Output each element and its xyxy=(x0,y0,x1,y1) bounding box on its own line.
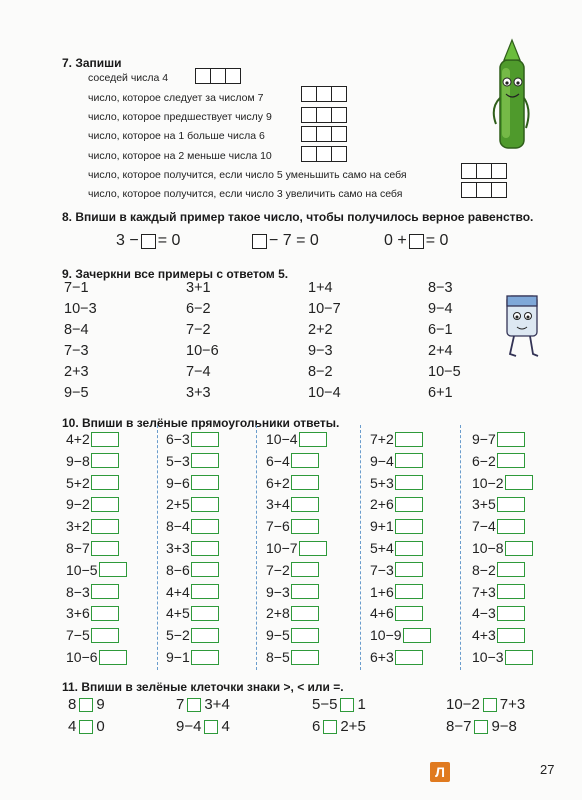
task10-expression: 5−3 xyxy=(166,452,190,469)
task10-answer-box[interactable] xyxy=(497,497,525,512)
task10-example xyxy=(472,649,533,665)
task10-expression: 9−1 xyxy=(166,649,190,665)
task10-answer-box[interactable] xyxy=(497,628,525,643)
task10-expression: 10−9 xyxy=(370,627,402,644)
task10-expression: 2+8 xyxy=(266,605,290,622)
task8-equation-2 xyxy=(250,232,319,250)
task11-left: 8 xyxy=(68,696,77,713)
task10-example xyxy=(266,627,319,643)
task10-expression: 8−2 xyxy=(472,561,496,578)
task10-answer-box[interactable] xyxy=(91,475,119,490)
task10-answer-box[interactable] xyxy=(191,475,219,490)
publisher-logo xyxy=(430,762,450,782)
task11-right: 2+5 xyxy=(340,718,366,735)
task10-expression: 7−2 xyxy=(266,561,290,578)
task10-expression: 4+5 xyxy=(166,605,190,622)
column-divider xyxy=(157,425,158,670)
task11-comparison xyxy=(68,718,105,735)
task10-answer-box[interactable] xyxy=(91,584,119,599)
task11-right: 9−8 xyxy=(491,718,517,735)
task11-right: 4 xyxy=(221,718,230,735)
task9-example[interactable]: 6+1 xyxy=(428,385,453,401)
task10-expression: 5+2 xyxy=(66,474,90,491)
task10-title: 10. Впиши в зелёные прямоугольники ответы. xyxy=(62,416,340,430)
task10-answer-box[interactable] xyxy=(91,432,119,447)
task10-answer-box[interactable] xyxy=(191,628,219,643)
task9-example[interactable]: 2+3 xyxy=(64,364,89,380)
task10-example xyxy=(266,518,319,534)
task10-expression: 3+5 xyxy=(472,496,496,513)
task10-expression: 2+6 xyxy=(370,496,394,513)
task10-expression: 10−7 xyxy=(266,540,298,556)
task10-expression: 9−5 xyxy=(266,627,290,644)
task10-answer-box[interactable] xyxy=(91,497,119,512)
task10-expression: 8−4 xyxy=(166,518,190,535)
task10-answer-box[interactable] xyxy=(191,562,219,577)
task10-expression: 7−6 xyxy=(266,518,290,535)
task10-expression: 7−5 xyxy=(66,627,90,644)
task10-answer-box[interactable] xyxy=(395,606,423,621)
task10-example xyxy=(66,453,119,469)
task10-answer-box[interactable] xyxy=(191,606,219,621)
task10-answer-box[interactable] xyxy=(291,584,319,599)
task9-example[interactable]: 3+3 xyxy=(186,385,211,401)
task10-example xyxy=(166,584,219,600)
task10-example xyxy=(370,431,423,447)
task10-example xyxy=(66,475,119,491)
column-divider xyxy=(256,425,257,670)
task10-example xyxy=(166,540,219,556)
task10-answer-box[interactable] xyxy=(395,453,423,468)
task10-example xyxy=(472,431,525,447)
task11-comparison xyxy=(176,718,230,735)
task9-example[interactable]: 2+2 xyxy=(308,322,333,338)
task7-title: 7. Запиши xyxy=(62,56,122,70)
task7-answer-cells-7[interactable] xyxy=(462,182,507,198)
task10-example xyxy=(266,584,319,600)
task10-expression: 6+3 xyxy=(370,649,394,665)
task11-comparison xyxy=(446,718,517,735)
task10-answer-box[interactable] xyxy=(497,606,525,621)
task10-answer-box[interactable] xyxy=(291,519,319,534)
task10-answer-box[interactable] xyxy=(191,650,219,665)
task10-answer-box[interactable] xyxy=(99,650,127,665)
task10-expression: 7+3 xyxy=(472,583,496,600)
task11-left: 4 xyxy=(68,718,77,735)
task9-example[interactable]: 10−5 xyxy=(428,364,461,380)
task10-example xyxy=(370,518,423,534)
task10-expression: 9−4 xyxy=(370,452,394,469)
task10-example xyxy=(66,584,119,600)
task10-example xyxy=(472,496,525,512)
task9-example[interactable]: 1+4 xyxy=(308,280,333,296)
task10-answer-box[interactable] xyxy=(291,650,319,665)
task8-equation-3 xyxy=(384,232,448,250)
task10-expression: 10−5 xyxy=(66,561,98,578)
task10-answer-box[interactable] xyxy=(191,584,219,599)
task10-answer-box[interactable] xyxy=(91,606,119,621)
task7-row-3: число, которое предшествует числу 9 xyxy=(88,111,272,123)
green-marker-mascot-icon xyxy=(490,38,534,156)
task10-example xyxy=(166,475,219,491)
task7-row-2: число, которое следует за числом 7 xyxy=(88,92,264,104)
task8-eq2-answer-box[interactable] xyxy=(252,234,267,249)
task10-expression: 2+5 xyxy=(166,496,190,513)
task10-answer-box[interactable] xyxy=(299,541,327,556)
task10-answer-box[interactable] xyxy=(191,497,219,512)
task9-example[interactable]: 8−3 xyxy=(428,280,453,296)
task8-eq1-left: 3 − xyxy=(116,232,139,249)
task10-answer-box[interactable] xyxy=(291,606,319,621)
column-divider xyxy=(360,425,361,670)
task9-example[interactable]: 9−3 xyxy=(308,343,333,359)
task10-expression: 5−2 xyxy=(166,627,190,644)
task10-answer-box[interactable] xyxy=(505,541,533,556)
task9-example[interactable]: 6−2 xyxy=(186,301,211,317)
task11-left: 8−7 xyxy=(446,718,472,735)
task10-example xyxy=(166,431,219,447)
publisher-logo-letter: Л xyxy=(435,764,445,780)
task10-answer-box[interactable] xyxy=(403,628,431,643)
task10-expression: 4+6 xyxy=(370,605,394,622)
task10-example xyxy=(166,453,219,469)
task7-row-1: соседей числа 4 xyxy=(88,72,169,84)
task10-expression: 8−7 xyxy=(66,540,90,556)
task10-expression: 9−8 xyxy=(66,452,90,469)
task10-answer-box[interactable] xyxy=(395,650,423,665)
task7-answer-cells-6[interactable] xyxy=(462,163,507,179)
task10-expression: 10−3 xyxy=(472,649,504,665)
task9-example[interactable]: 10−6 xyxy=(186,343,219,359)
task11-comparison xyxy=(176,696,230,713)
task10-example xyxy=(472,562,525,578)
task11-left: 9−4 xyxy=(176,718,202,735)
task10-answer-box[interactable] xyxy=(395,562,423,577)
task9-example[interactable]: 9−4 xyxy=(428,301,453,317)
task10-expression: 9−3 xyxy=(266,583,290,600)
task11-sign-box[interactable] xyxy=(483,698,497,712)
task11-right: 0 xyxy=(96,718,105,735)
task7-answer-cells-4[interactable] xyxy=(302,126,347,142)
task10-example xyxy=(66,518,119,534)
task11-right: 1 xyxy=(357,696,366,713)
task10-expression: 10−4 xyxy=(266,431,298,447)
eraser-mascot-icon xyxy=(500,290,544,362)
task9-example[interactable]: 10−7 xyxy=(308,301,341,317)
task7-row-5: число, которое на 2 меньше числа 10 xyxy=(88,150,272,162)
task10-example xyxy=(66,649,127,665)
task10-example xyxy=(66,562,127,578)
task9-example[interactable]: 9−5 xyxy=(64,385,89,401)
task10-expression: 10−8 xyxy=(472,540,504,556)
task10-expression: 1+6 xyxy=(370,583,394,600)
task10-example xyxy=(66,431,119,447)
page-number: 27 xyxy=(540,762,555,777)
task10-example xyxy=(266,649,319,665)
task11-sign-box[interactable] xyxy=(323,720,337,734)
task10-example xyxy=(66,496,119,512)
task10-answer-box[interactable] xyxy=(91,453,119,468)
task10-answer-box[interactable] xyxy=(395,432,423,447)
task10-example xyxy=(166,605,219,621)
task10-example xyxy=(370,649,423,665)
task7-answer-cells-2[interactable] xyxy=(302,86,347,102)
task10-answer-box[interactable] xyxy=(395,584,423,599)
task10-answer-box[interactable] xyxy=(497,562,525,577)
task10-answer-box[interactable] xyxy=(497,584,525,599)
task7-answer-cells-5[interactable] xyxy=(302,146,347,162)
task10-example xyxy=(472,540,533,556)
task11-left: 10−2 xyxy=(446,696,480,713)
task11-sign-box[interactable] xyxy=(204,720,218,734)
task10-expression: 4+3 xyxy=(472,627,496,644)
task8-eq2-right: − 7 = 0 xyxy=(269,232,319,249)
task10-expression: 3+3 xyxy=(166,540,190,556)
task10-example xyxy=(166,518,219,534)
task10-expression: 3+6 xyxy=(66,605,90,622)
task11-title: 11. Впиши в зелёные клеточки знаки >, < или =. xyxy=(62,680,344,694)
task10-answer-box[interactable] xyxy=(395,475,423,490)
task10-answer-box[interactable] xyxy=(191,432,219,447)
task10-expression: 7−4 xyxy=(472,518,496,535)
task9-example[interactable]: 7−3 xyxy=(64,343,89,359)
task7-row-7: число, которое получится, если число 3 увеличить само на себя xyxy=(88,188,403,200)
task11-sign-box[interactable] xyxy=(474,720,488,734)
task10-answer-box[interactable] xyxy=(291,453,319,468)
task10-expression: 7−3 xyxy=(370,561,394,578)
task10-answer-box[interactable] xyxy=(395,519,423,534)
task10-example xyxy=(166,649,219,665)
task10-example xyxy=(370,627,431,643)
task10-example xyxy=(370,562,423,578)
task10-answer-box[interactable] xyxy=(191,519,219,534)
task10-answer-box[interactable] xyxy=(191,541,219,556)
task10-example xyxy=(66,605,119,621)
task9-example[interactable]: 7−2 xyxy=(186,322,211,338)
task11-left: 5−5 xyxy=(312,696,338,713)
task10-answer-box[interactable] xyxy=(497,453,525,468)
task11-sign-box[interactable] xyxy=(187,698,201,712)
task10-example xyxy=(66,627,119,643)
task8-title: 8. Впиши в каждый пример такое число, чтобы получилось верное равенство. xyxy=(62,210,534,224)
task11-right: 7+3 xyxy=(499,696,526,713)
task10-expression: 8−3 xyxy=(66,583,90,600)
task10-example xyxy=(166,496,219,512)
task10-answer-box[interactable] xyxy=(299,432,327,447)
task10-answer-box[interactable] xyxy=(191,453,219,468)
task9-example[interactable]: 3+1 xyxy=(186,280,211,296)
task10-example xyxy=(472,453,525,469)
task10-answer-box[interactable] xyxy=(99,562,127,577)
task7-row-4: число, которое на 1 больше числа 6 xyxy=(88,130,265,142)
task11-left: 7 xyxy=(176,696,185,713)
task10-expression: 6−3 xyxy=(166,431,190,447)
task10-example xyxy=(266,605,319,621)
task10-answer-box[interactable] xyxy=(91,541,119,556)
task10-example xyxy=(166,562,219,578)
task10-example xyxy=(370,584,423,600)
task10-expression: 6−2 xyxy=(472,452,496,469)
task10-expression: 9+1 xyxy=(370,518,394,535)
task10-answer-box[interactable] xyxy=(395,497,423,512)
task10-expression: 6+2 xyxy=(266,474,290,491)
task10-answer-box[interactable] xyxy=(395,541,423,556)
task11-comparison xyxy=(446,696,525,713)
task10-expression: 7+2 xyxy=(370,431,394,447)
task9-title: 9. Зачеркни все примеры с ответом 5. xyxy=(62,267,289,281)
task10-example xyxy=(266,475,319,491)
task9-example[interactable]: 8−2 xyxy=(308,364,333,380)
task11-left: 6 xyxy=(312,718,321,735)
task11-sign-box[interactable] xyxy=(79,698,93,712)
task8-equation-1 xyxy=(116,232,180,250)
task10-example xyxy=(472,584,525,600)
task10-example xyxy=(472,605,525,621)
task10-answer-box[interactable] xyxy=(291,497,319,512)
task10-expression: 9−7 xyxy=(472,431,496,447)
task10-example xyxy=(370,496,423,512)
task9-example[interactable]: 10−3 xyxy=(64,301,97,317)
task10-example xyxy=(66,540,119,556)
task10-example xyxy=(472,518,525,534)
task10-expression: 5+3 xyxy=(370,474,394,491)
task10-example xyxy=(370,453,423,469)
task9-example[interactable]: 7−1 xyxy=(64,280,89,296)
task10-expression: 3+4 xyxy=(266,496,290,513)
task10-expression: 9−2 xyxy=(66,496,90,513)
task10-expression: 5+4 xyxy=(370,540,394,556)
task10-example xyxy=(472,475,533,491)
task10-example xyxy=(266,431,327,447)
task7-answer-cells-3[interactable] xyxy=(302,107,347,123)
task8-eq1-right: = 0 xyxy=(157,232,181,249)
task10-example xyxy=(266,540,327,556)
task8-eq3-left: 0 + xyxy=(384,232,407,249)
task8-eq1-answer-box[interactable] xyxy=(141,234,156,249)
task11-sign-box[interactable] xyxy=(79,720,93,734)
task10-example xyxy=(266,562,319,578)
task10-answer-box[interactable] xyxy=(497,519,525,534)
task10-expression: 4+4 xyxy=(166,583,190,600)
task11-right: 9 xyxy=(96,696,105,713)
task9-example[interactable]: 7−4 xyxy=(186,364,211,380)
task8-eq3-right: = 0 xyxy=(425,232,449,249)
task10-answer-box[interactable] xyxy=(505,650,533,665)
task9-example[interactable]: 10−4 xyxy=(308,385,341,401)
task11-comparison xyxy=(312,718,366,735)
task10-example xyxy=(370,540,423,556)
task10-example xyxy=(370,605,423,621)
task10-expression: 4+2 xyxy=(66,431,90,447)
task9-example[interactable]: 6−1 xyxy=(428,322,453,338)
task8-eq3-answer-box[interactable] xyxy=(409,234,424,249)
task10-example xyxy=(266,496,319,512)
task10-expression: 6−4 xyxy=(266,452,290,469)
task7-answer-cells-1[interactable] xyxy=(196,68,241,84)
task10-example xyxy=(166,627,219,643)
task10-example xyxy=(266,453,319,469)
task9-example[interactable]: 2+4 xyxy=(428,343,453,359)
task11-right: 3+4 xyxy=(204,696,230,713)
task10-answer-box[interactable] xyxy=(291,628,319,643)
task10-answer-box[interactable] xyxy=(291,475,319,490)
task11-comparison xyxy=(68,696,105,713)
column-divider xyxy=(460,425,461,670)
task10-expression: 4−3 xyxy=(472,605,496,622)
task10-answer-box[interactable] xyxy=(291,562,319,577)
task10-answer-box[interactable] xyxy=(91,519,119,534)
task10-example xyxy=(472,627,525,643)
task10-answer-box[interactable] xyxy=(505,475,533,490)
task7-row-6: число, которое получится, если число 5 уменьшить само на себя xyxy=(88,169,407,181)
task10-expression: 10−2 xyxy=(472,474,504,491)
task10-expression: 3+2 xyxy=(66,518,90,535)
task10-expression: 8−6 xyxy=(166,561,190,578)
task10-expression: 8−5 xyxy=(266,649,290,665)
task9-example[interactable]: 8−4 xyxy=(64,322,89,338)
task10-answer-box[interactable] xyxy=(91,628,119,643)
task10-answer-box[interactable] xyxy=(497,432,525,447)
task10-expression: 10−6 xyxy=(66,649,98,665)
task10-expression: 9−6 xyxy=(166,474,190,491)
task10-example xyxy=(370,475,423,491)
task11-sign-box[interactable] xyxy=(340,698,354,712)
task11-comparison xyxy=(312,696,366,713)
